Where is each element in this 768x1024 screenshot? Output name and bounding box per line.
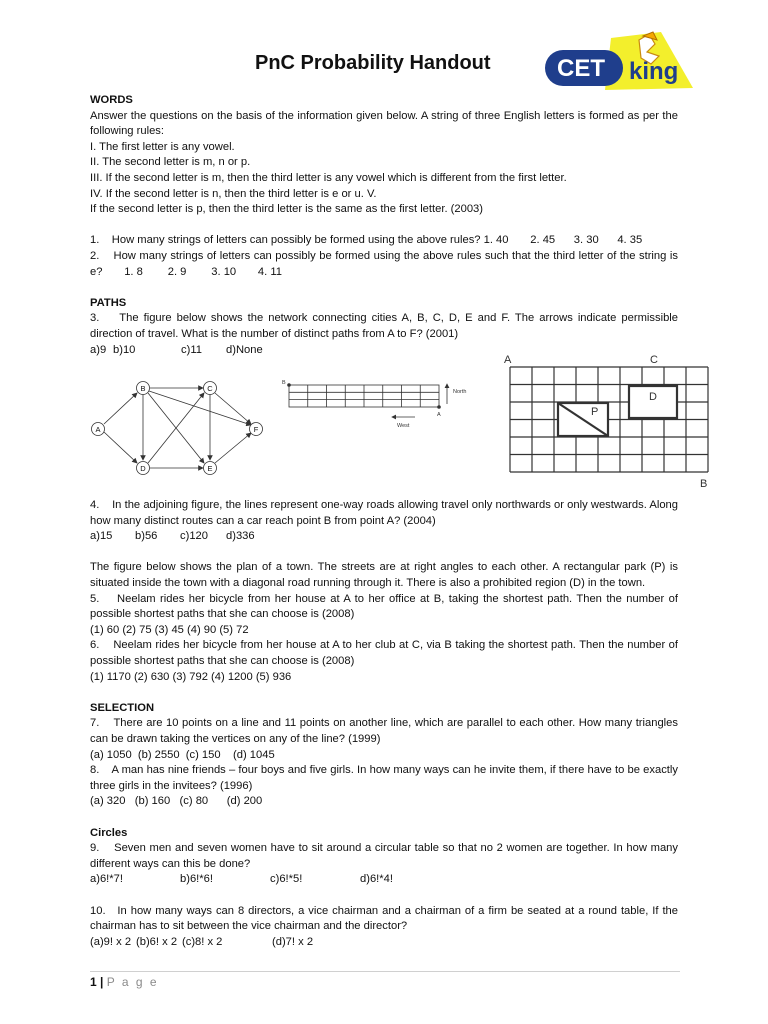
option-d: d)6!*4! bbox=[360, 873, 393, 886]
option-b: b)10 bbox=[113, 343, 136, 356]
question-6: 6. Neelam rides her bicycle from her house at A to her club at C, via B taking the shortest path. Then the number of possible shortest paths that she can choose is (2008) bbox=[90, 639, 682, 668]
question-8: 8. A man has nine friends – four boys and five girls. In how many ways can he invite them, if there have to be exactly three girls in the invitees? (1996) bbox=[90, 764, 682, 792]
town-intro: The figure below shows the plan of a town. The streets are at right angles to each other. A rectangular park (P) is situated inside the town with a diagonal road running through it. There is also a prohibited region (D) in the town. bbox=[90, 561, 678, 590]
page-word: P a g e bbox=[106, 975, 159, 989]
page-footer bbox=[90, 975, 159, 991]
point-b-dot bbox=[287, 383, 291, 387]
page-number: 1 bbox=[90, 975, 97, 989]
roads-label-a: A bbox=[437, 412, 441, 418]
question-9: 9. Seven men and seven women have to sit around a circular table so that no 2 women are together. In how many different ways can this be done? bbox=[90, 842, 682, 870]
town-label-b: B bbox=[700, 478, 708, 490]
option-d: d)336 bbox=[226, 530, 255, 543]
town-label-d: D bbox=[649, 391, 657, 403]
question-5: 5. Neelam rides her bicycle from her house at A to her office at B, taking the shortest path. Then the number of possible shortest paths that she can choose is (2008) bbox=[90, 592, 682, 621]
roads-label-west: West bbox=[397, 423, 410, 429]
network-diagram bbox=[88, 374, 270, 482]
town-label-c: C bbox=[650, 354, 658, 366]
question-10: 10. In how many ways can 8 directors, a vice chairman and a chairman of a firm be seated at a round table, If the chairman has to sit between the vice chairman and the director? bbox=[90, 904, 682, 933]
words-rule: If the second letter is p, then the third letter is the same as the first letter. (2003) bbox=[90, 203, 484, 216]
logo-text-cet: CET bbox=[557, 55, 605, 82]
edge-a-d bbox=[104, 432, 137, 463]
section-heading-circles: Circles bbox=[90, 826, 128, 839]
option-c: (c)8! x 2 bbox=[182, 935, 223, 948]
option-b: b)6!*6! bbox=[180, 873, 213, 886]
handout-content bbox=[90, 93, 682, 950]
option-c: c)6!*5! bbox=[270, 873, 303, 886]
town-label-a: A bbox=[504, 354, 512, 366]
node-label-a: A bbox=[95, 425, 101, 434]
node-label-e: E bbox=[207, 464, 213, 473]
footer-rule bbox=[90, 971, 680, 972]
question-6-options: (1) 1170 (2) 630 (3) 792 (4) 1200 (5) 936 bbox=[90, 670, 292, 683]
option-a: a)6!*7! bbox=[90, 873, 123, 886]
roads-grid-diagram bbox=[280, 376, 480, 434]
option-d: d)None bbox=[226, 343, 263, 356]
words-rule: I. The first letter is any vowel. bbox=[90, 140, 235, 153]
question-7-options: (a) 1050 (b) 2550 (c) 150 (d) 1045 bbox=[90, 748, 275, 761]
edge-a-b bbox=[104, 393, 137, 424]
roads-label-north: North bbox=[453, 389, 467, 395]
logo-text-king: king bbox=[629, 58, 679, 85]
roads-label-b: B bbox=[282, 380, 286, 386]
question-10-options bbox=[90, 935, 678, 951]
question-5-options: (1) 60 (2) 75 (3) 45 (4) 90 (5) 72 bbox=[90, 623, 249, 636]
option-c: c)11 bbox=[181, 343, 202, 356]
node-label-f: F bbox=[253, 425, 259, 434]
option-a: a)9 bbox=[90, 343, 107, 356]
question-3: 3. The figure below shows the network connecting cities A, B, C, D, E and F. The arrows indicate permissible direction of travel. What is the number of distinct paths from A to F? (2001) bbox=[90, 312, 682, 340]
edge-b-f bbox=[149, 391, 251, 425]
question-9-options bbox=[90, 872, 678, 888]
section-heading-paths: PATHS bbox=[90, 296, 127, 309]
words-rule: III. If the second letter is m, then the third letter is any vowel which is different from the first letter. bbox=[90, 171, 567, 184]
node-label-d: D bbox=[140, 464, 146, 473]
question-8-options: (a) 320 (b) 160 (c) 80 (d) 200 bbox=[90, 795, 263, 808]
town-label-p: P bbox=[591, 406, 599, 418]
page-title: PnC Probability Handout bbox=[255, 52, 491, 74]
cetking-logo bbox=[543, 30, 695, 96]
option-d: (d)7! x 2 bbox=[272, 935, 314, 948]
node-label-c: C bbox=[207, 384, 213, 393]
node-label-b: B bbox=[140, 384, 146, 393]
option-b: b)56 bbox=[135, 530, 158, 543]
question-2: 2. How many strings of letters can possibly be formed using the above rules such that the third letter of the string is e? 1. 8 2. 9 3. 10 4. 11 bbox=[90, 249, 682, 278]
page-separator: | bbox=[100, 975, 104, 989]
words-intro: Answer the questions on the basis of the information given below. A string of three English letters is formed as per the following rules: bbox=[90, 109, 678, 138]
words-rule: II. The second letter is m, n or p. bbox=[90, 156, 251, 169]
question-4: 4. In the adjoining figure, the lines represent one-way roads allowing travel only northwards or only westwards. Along how many distinct routes can a car reach point B from point A? (2004) bbox=[90, 499, 682, 527]
question-7: 7. There are 10 points on a line and 11 points on another line, which are parallel to each other. How many triangles can be drawn taking the vertices on any of the line? (1999) bbox=[90, 717, 682, 745]
town-plan-diagram bbox=[500, 350, 718, 490]
option-a: (a)9! x 2 bbox=[90, 935, 132, 948]
option-c: c)120 bbox=[180, 530, 208, 543]
section-heading-selection: SELECTION bbox=[90, 701, 155, 714]
option-b: (b)6! x 2 bbox=[136, 935, 178, 948]
edge-e-f bbox=[215, 433, 251, 463]
words-rule: IV. If the second letter is n, then the third letter is e or u. V. bbox=[90, 187, 377, 200]
question-4-options bbox=[90, 529, 678, 545]
question-1: 1. How many strings of letters can possibly be formed using the above rules? 1. 40 2. 45 3. 30 4. 35 bbox=[90, 234, 643, 247]
point-a-dot bbox=[437, 405, 441, 409]
option-a: a)15 bbox=[90, 530, 113, 543]
section-heading-words: WORDS bbox=[90, 94, 133, 106]
